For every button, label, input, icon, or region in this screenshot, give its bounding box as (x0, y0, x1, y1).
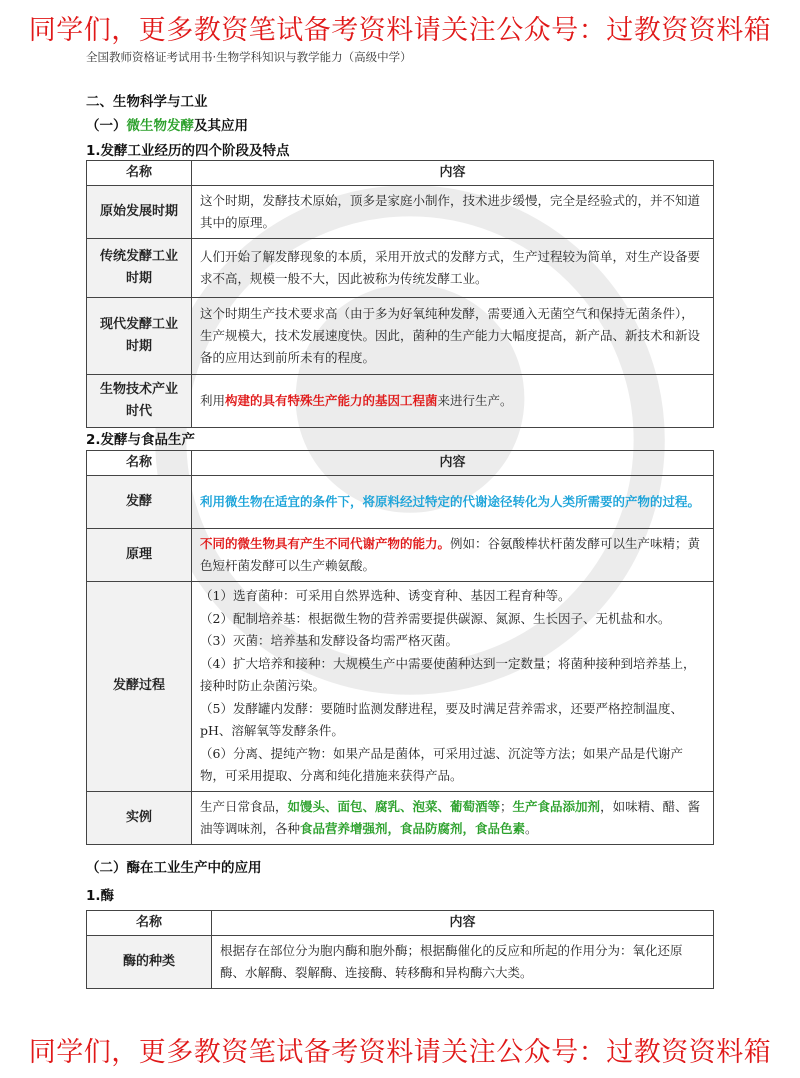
column-header-content: 内容 (192, 161, 714, 186)
subsection-title-1 (86, 114, 248, 134)
row-name: 传统发酵工业时期 (87, 239, 192, 298)
row-content (192, 582, 714, 792)
promo-banner-top: 同学们，更多教资笔试备考资料请关注公众号：过教资资料箱 (28, 15, 772, 46)
promo-banner-bottom: 同学们，更多教资笔试备考资料请关注公众号：过教资资料箱 (28, 1037, 772, 1068)
content-highlight: 构建的具有特殊生产能力的基因工程菌 (225, 393, 438, 408)
table-row (87, 582, 714, 792)
row-content: 利用微生物在适宜的条件下，将原料经过特定的代谢途径转化为人类所需要的产物的过程。 (192, 476, 714, 529)
heading-enzyme: 1.酶 (86, 888, 115, 904)
running-head: 全国教师资格证考试用书·生物学科知识与教学能力（高级中学） (86, 50, 412, 64)
principle-rest: 例如：谷氨酸棒状杆菌发酵可以生产味精；黄色短杆菌发酵可以生产赖氨酸。 (200, 536, 701, 573)
heading-food-production: 2.发酵与食品生产 (86, 432, 196, 448)
principle-highlight: 不同的微生物具有产生不同代谢产物的能力。 (200, 536, 451, 551)
row-name: 原理 (87, 529, 192, 582)
row-name: 发酵 (87, 476, 192, 529)
section-title: 二、生物科学与工业 (86, 94, 208, 110)
process-step: （5）发酵罐内发酵：要随时监测发酵进程，要及时满足营养需求，还要严格控制温度、pH、溶解氧等发酵条件。 (200, 700, 683, 738)
row-content: 人们开始了解发酵现象的本质，采用开放式的发酵方式，生产过程较为简单，对生产设备要求不高，规模一般不大，因此被称为传统发酵工业。 (192, 239, 714, 298)
process-step: （2）配制培养基：根据微生物的营养需要提供碳源、氮源、生长因子、无机盐和水。 (200, 610, 671, 626)
enzyme-table (86, 910, 714, 989)
column-header-content: 内容 (212, 911, 714, 936)
examples-text: 生产日常食品， (200, 798, 288, 814)
column-header-name: 名称 (87, 451, 192, 476)
row-name: 生物技术产业时代 (87, 375, 192, 428)
row-content: 根据存在部位分为胞内酶和胞外酶；根据酶催化的反应和所起的作用分为：氧化还原酶、水解酶、裂解酶、连接酶、转移酶和异构酶六大类。 (212, 936, 714, 989)
row-name: 酶的种类 (87, 936, 212, 989)
row-content (192, 375, 714, 428)
row-content (192, 529, 714, 582)
heading-stages: 1.发酵工业经历的四个阶段及特点 (86, 143, 290, 159)
table-row (87, 476, 714, 529)
stages-table (86, 160, 714, 428)
examples-text: ，如味精、醋、酱油等调味剂，各种 (200, 798, 701, 836)
row-name: 现代发酵工业时期 (87, 298, 192, 375)
row-name: 原始发展时期 (87, 186, 192, 239)
row-content: 这个时期生产技术要求高（由于多为好氧纯种发酵，需要通入无菌空气和保持无菌条件），生产规模大，技术发展速度快。因此，菌种的生产能力大幅度提高，新产品、新技术和新设备的应用达到前所未有的程度。 (192, 298, 714, 375)
examples-highlight: 食品营养增强剂，食品防腐剂，食品色素 (300, 820, 526, 836)
process-step: （3）灭菌：培养基和发酵设备均需严格灭菌。 (200, 633, 458, 648)
examples-highlight: 生产食品添加剂 (512, 798, 601, 814)
table-row (87, 936, 714, 989)
content-post: 来进行生产。 (437, 393, 513, 408)
table-row (87, 529, 714, 582)
row-content (192, 791, 714, 844)
examples-text: ； (500, 798, 513, 814)
table-row (87, 298, 714, 375)
subsection-highlight: 微生物发酵 (126, 118, 194, 134)
examples-text: 。 (525, 820, 538, 836)
fermentation-table (86, 450, 714, 845)
row-name: 实例 (87, 791, 192, 844)
process-step: （4）扩大培养和接种：大规模生产中需要使菌种达到一定数量；将菌种接种到培养基上，接种时防止杂菌污染。 (200, 655, 696, 693)
row-name: 发酵过程 (87, 582, 192, 792)
row-content: 这个时期，发酵技术原始，顶多是家庭小制作，技术进步缓慢，完全是经验式的，并不知道其中的原理。 (192, 186, 714, 239)
content-pre: 利用 (200, 393, 226, 408)
process-step: （1）选育菌种：可采用自然界选种、诱变育种、基因工程育种等。 (200, 588, 571, 603)
table-row (87, 375, 714, 428)
subsection-prefix: （一） (86, 118, 127, 134)
table-row (87, 186, 714, 239)
column-header-content: 内容 (192, 451, 714, 476)
table-row (87, 239, 714, 298)
subsection-title-2: （二）酶在工业生产中的应用 (86, 860, 262, 876)
process-step: （6）分离、提纯产物：如果产品是菌体，可采用过滤、沉淀等方法；如果产品是代谢产物，可采用提取、分离和纯化措施来获得产品。 (200, 745, 683, 783)
column-header-name: 名称 (87, 161, 192, 186)
subsection-suffix: 及其应用 (194, 118, 248, 134)
examples-highlight: 如馒头、面包、腐乳、泡菜、葡萄酒等 (287, 798, 501, 814)
table-row (87, 791, 714, 844)
column-header-name: 名称 (87, 911, 212, 936)
